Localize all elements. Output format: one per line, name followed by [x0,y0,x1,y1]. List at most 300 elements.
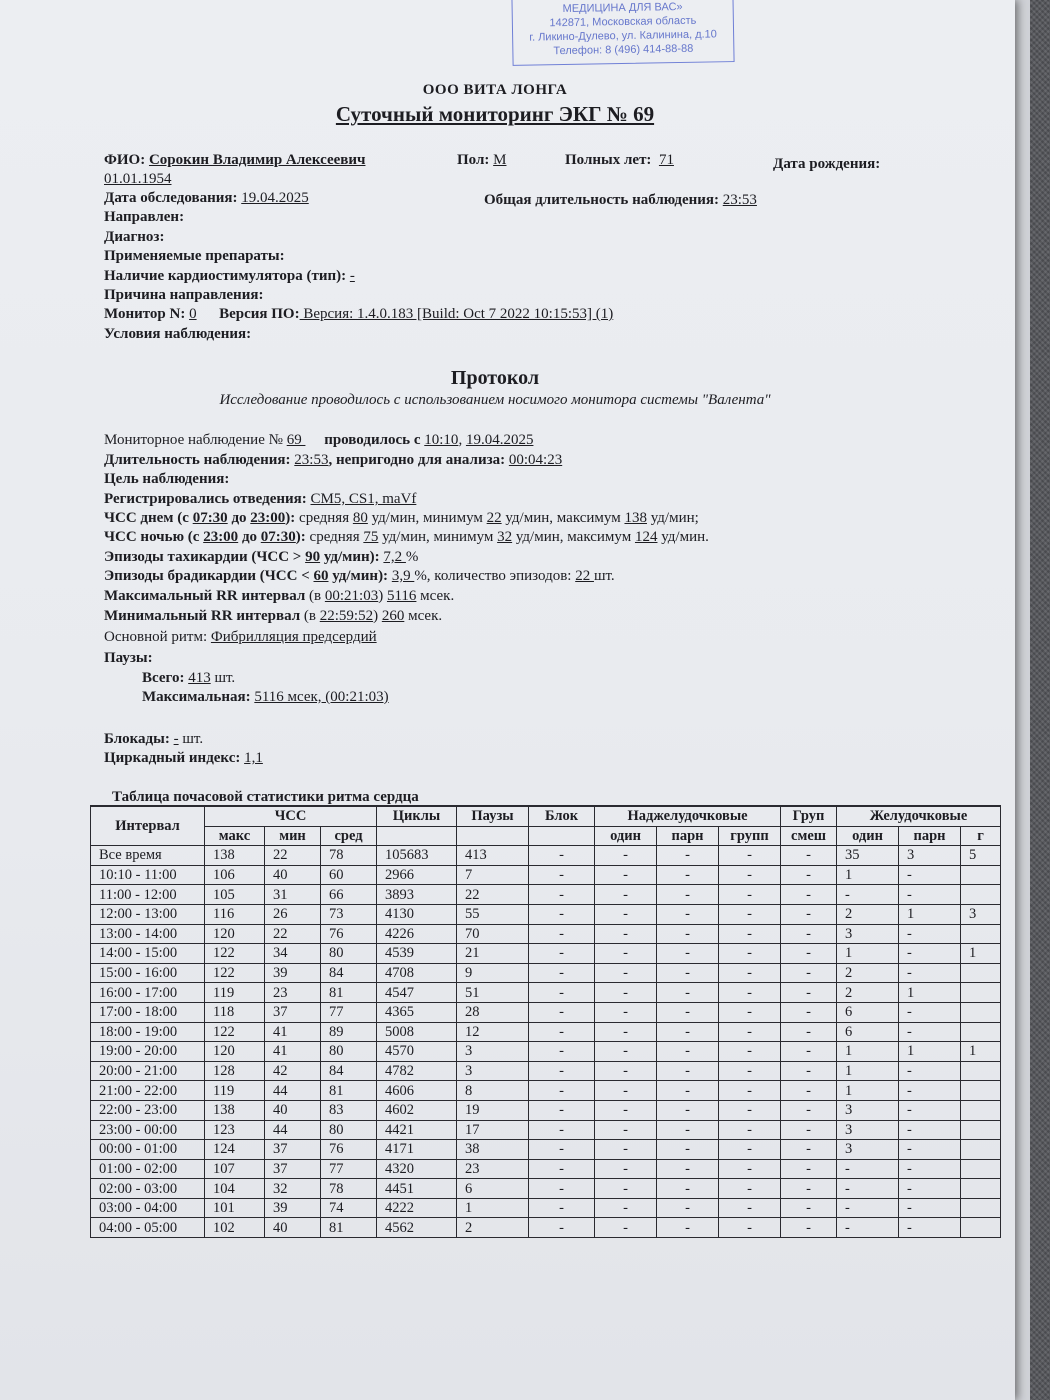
table-cell: 4602 [377,1100,457,1120]
age-label: Полных лет: [565,152,652,168]
table-cell: 3 [837,1140,899,1160]
table-cell: - [595,1042,657,1062]
table-row [91,944,1001,964]
table-cell: - [529,1081,595,1101]
hr-day-to-label: до [231,510,247,526]
table-cell: 4171 [377,1140,457,1160]
header-pauses-sub [457,826,529,846]
table-cell: 102 [205,1218,265,1238]
table-cell: - [781,1042,837,1062]
table-cell: - [529,1061,595,1081]
table-cell: - [657,983,719,1003]
table-cell: 80 [321,1120,377,1140]
hr-night-min: 32 [497,529,513,545]
table-cell: 35 [837,846,899,866]
table-cell: - [595,1061,657,1081]
table-cell: 74 [321,1198,377,1218]
table-cell [961,1198,1001,1218]
table-cell: 89 [321,1022,377,1042]
hr-day-line [104,510,699,527]
diagnosis-label: Диагноз: [104,229,165,245]
table-cell: - [595,1179,657,1199]
table-cell: 17:00 - 18:00 [91,1002,205,1022]
table-cell: 03:00 - 04:00 [91,1198,205,1218]
table-cell: - [899,865,961,885]
table-cell: 37 [265,1159,321,1179]
fio-value: Сорокин Владимир Алексеевич [148,152,366,168]
table-cell: 8 [457,1081,529,1101]
blocks-unit: шт. [178,731,204,747]
table-cell: - [595,1120,657,1140]
table-cell [961,1081,1001,1101]
table-cell: 76 [321,1140,377,1160]
table-cell: - [719,1198,781,1218]
table-cell [961,1100,1001,1120]
table-cell: - [657,1218,719,1238]
table-cell: 20:00 - 21:00 [91,1061,205,1081]
table-cell: 4782 [377,1061,457,1081]
pacemaker-line [104,268,355,285]
table-cell: 37 [265,1002,321,1022]
table-cell: 4365 [377,1002,457,1022]
hr-day-text: уд/мин, минимум [367,510,487,526]
table-cell: - [781,1081,837,1101]
table-cell: 5008 [377,1022,457,1042]
table-cell: 1 [899,904,961,924]
table-cell: 19:00 - 20:00 [91,1042,205,1062]
tachy-line [104,549,418,566]
circadian-value: 1,1 [244,750,263,766]
goal-label: Цель наблюдения: [104,471,230,487]
table-cell: - [529,1002,595,1022]
table-row [91,1198,1001,1218]
table-cell: - [595,885,657,905]
table-cell: - [595,846,657,866]
table-cell: - [529,904,595,924]
table-cell: 138 [205,846,265,866]
table-cell: 119 [205,1081,265,1101]
table-cell: - [657,885,719,905]
exam-date-line [104,190,309,207]
table-cell: 1 [837,865,899,885]
table-cell: - [595,983,657,1003]
table-cell: - [595,1159,657,1179]
table-cell: 41 [265,1022,321,1042]
table-cell: - [657,1198,719,1218]
table-cell: - [781,1218,837,1238]
table-cell: - [529,1042,595,1062]
table-cell: 22:00 - 23:00 [91,1100,205,1120]
tachy-percent: % [405,549,419,565]
hr-day-close: ): [285,510,296,526]
table-row [91,1002,1001,1022]
table-cell: - [529,1218,595,1238]
table-cell [961,885,1001,905]
observation-number: 69 [286,432,306,448]
table-cell: 4222 [377,1198,457,1218]
table-row [91,963,1001,983]
table-cell: 81 [321,1081,377,1101]
table-cell: - [657,1120,719,1140]
table-cell: - [719,1002,781,1022]
table-cell: Все время [91,846,205,866]
table-cell: 4130 [377,904,457,924]
table-cell: 6 [457,1179,529,1199]
table-cell: 15:00 - 16:00 [91,963,205,983]
table-row [91,1140,1001,1160]
table-cell: 2 [457,1218,529,1238]
brady-label: Эпизоды брадикардии (ЧСС < [104,568,310,584]
table-cell: - [657,963,719,983]
table-cell: - [529,944,595,964]
table-cell: - [529,1140,595,1160]
table-cell: - [899,1100,961,1120]
duration-label: Общая длительность наблюдения: [484,192,719,208]
table-cell: 73 [321,904,377,924]
table-cell: - [899,1218,961,1238]
header-vent-single: один [837,826,899,846]
table-cell: 2 [837,983,899,1003]
table-cell [961,1002,1001,1022]
table-cell: - [837,885,899,905]
monitor-value: 0 [189,306,197,322]
table-row [91,924,1001,944]
table-cell: 84 [321,963,377,983]
table-cell: - [529,1022,595,1042]
table-cell: 2 [837,963,899,983]
table-row [91,1081,1001,1101]
table-cell: 1 [457,1198,529,1218]
sex-value: М [493,152,507,168]
table-cell: - [781,1100,837,1120]
table-cell: - [719,1120,781,1140]
min-rr-label: Минимальный RR интервал [104,608,301,624]
table-cell: - [595,904,657,924]
table-cell [961,963,1001,983]
brady-unit: шт. [593,568,615,584]
table-cell: 123 [205,1120,265,1140]
clinic-stamp [511,0,734,66]
blocks-value: - [173,731,179,747]
table-cell: - [899,963,961,983]
table-cell: 14:00 - 15:00 [91,944,205,964]
header-mixed: смеш [781,826,837,846]
min-rr-open: (в [300,608,320,624]
table-cell: - [657,846,719,866]
tachy-label-unit: уд/мин): [323,549,380,565]
table-cell: - [781,885,837,905]
table-cell: - [781,1140,837,1160]
software-value: Версия: 1.4.0.183 [Build: Oct 7 2022 10:15:53] (1) [299,306,614,322]
table-cell: 122 [205,944,265,964]
table-cell: 13:00 - 14:00 [91,924,205,944]
tachy-label: Эпизоды тахикардии (ЧСС > [104,549,302,565]
table-cell: 138 [205,1100,265,1120]
max-rr-close: ) [378,588,387,604]
table-cell: - [595,963,657,983]
table-cell: 81 [321,1218,377,1238]
table-cell: 39 [265,963,321,983]
table-cell: 12 [457,1022,529,1042]
length-line [104,452,562,469]
hr-day-text: уд/мин, максимум [501,510,625,526]
table-cell: - [781,1198,837,1218]
table-cell: - [595,1198,657,1218]
table-cell: 21:00 - 22:00 [91,1081,205,1101]
organization-name: ООО ВИТА ЛОНГА [422,82,568,98]
table-cell: - [719,1081,781,1101]
table-cell: - [781,904,837,924]
table-cell: - [837,1218,899,1238]
table-cell: - [719,1100,781,1120]
table-cell: - [595,944,657,964]
table-cell: - [719,1061,781,1081]
table-cell: 37 [265,1140,321,1160]
table-cell: 4606 [377,1081,457,1101]
header-ventricular: Желудочковые [837,806,1001,826]
table-cell: 44 [265,1081,321,1101]
rhythm-line [104,629,377,646]
table-cell: - [657,1061,719,1081]
table-cell: 31 [265,885,321,905]
table-cell: 02:00 - 03:00 [91,1179,205,1199]
table-cell: - [899,1061,961,1081]
table-cell: 22 [265,924,321,944]
pacemaker-label: Наличие кардиостимулятора (тип): [104,268,347,284]
table-cell: - [719,1140,781,1160]
table-cell: - [595,1081,657,1101]
table-cell: - [781,865,837,885]
observation-mid: проводилось с [324,432,421,448]
table-cell: 2966 [377,865,457,885]
pauses-total-value: 413 [188,670,211,686]
table-cell: - [781,924,837,944]
table-cell: 4547 [377,983,457,1003]
table-cell [961,1179,1001,1199]
table-cell: 4421 [377,1120,457,1140]
table-cell: 21 [457,944,529,964]
table-cell [961,1218,1001,1238]
unfit-label: , непригодно для анализа: [328,452,506,468]
table-cell: 32 [265,1179,321,1199]
table-cell: 23 [265,983,321,1003]
length-value: 23:53 [294,452,329,468]
table-cell: 1 [961,944,1001,964]
table-cell: - [529,1100,595,1120]
table-cell: - [719,983,781,1003]
pauses-total-unit: шт. [210,670,236,686]
age-line [565,152,674,169]
pauses-max-line [142,689,389,706]
table-cell: - [657,1002,719,1022]
rhythm-label: Основной ритм: [104,629,208,645]
table-cell: 84 [321,1061,377,1081]
table-cell: - [719,1159,781,1179]
max-rr-value: 5116 [386,588,417,604]
table-cell: 6 [837,1002,899,1022]
table-cell: 120 [205,1042,265,1062]
stamp-line: Телефон: 8 (496) 414-88-88 [553,42,694,58]
min-rr-close: ) [373,608,382,624]
hr-night-to-label: до [241,529,258,545]
table-cell: 3 [837,1120,899,1140]
hr-night-label: ЧСС ночью (с [104,529,200,545]
table-cell: 19 [457,1100,529,1120]
stamp-line: МЕДИЦИНА ДЛЯ ВАС» [562,0,683,16]
table-cell: - [595,1100,657,1120]
table-cell: - [781,983,837,1003]
brady-text: %, количество эпизодов: [414,568,576,584]
table-cell: 16:00 - 17:00 [91,983,205,1003]
table-cell: 104 [205,1179,265,1199]
table-cell: 51 [457,983,529,1003]
hr-night-text: средняя [305,529,364,545]
table-cell: 40 [265,865,321,885]
table-cell: - [719,1218,781,1238]
table-cell: 10:10 - 11:00 [91,865,205,885]
table-cell: 70 [457,924,529,944]
table-cell: - [529,924,595,944]
table-cell: - [899,924,961,944]
table-cell: - [719,924,781,944]
table-cell: 116 [205,904,265,924]
table-row [91,1022,1001,1042]
length-label: Длительность наблюдения: [104,452,291,468]
table-cell: - [781,1061,837,1081]
table-cell: 1 [899,983,961,1003]
table-cell: - [595,865,657,885]
table-cell: - [781,963,837,983]
table-cell: 01:00 - 02:00 [91,1159,205,1179]
table-cell: - [719,1179,781,1199]
table-row [91,1061,1001,1081]
birth-label-line [773,156,880,173]
table-cell: 1 [837,1081,899,1101]
table-cell: - [719,1022,781,1042]
table-cell: 3 [457,1061,529,1081]
header-hr-max: макс [205,826,265,846]
header-cycles-sub [377,826,457,846]
table-cell: 81 [321,983,377,1003]
table-cell: - [899,1140,961,1160]
duration-value: 23:53 [722,192,757,208]
tachy-value: 7,2 [383,549,406,565]
table-cell: 3 [837,1100,899,1120]
hr-day-to: 23:00 [250,510,286,526]
conditions-label: Условия наблюдения: [104,326,252,342]
exam-date-label: Дата обследования: [104,190,238,206]
table-cell: 38 [457,1140,529,1160]
pauses-max-value: 5116 мсек, (00:21:03) [254,689,389,705]
table-cell: 40 [265,1218,321,1238]
table-cell [961,1140,1001,1160]
table-cell: - [657,1100,719,1120]
table-cell: 1 [837,944,899,964]
hr-day-avg: 80 [352,510,368,526]
pauses-label: Паузы: [104,650,153,666]
duration-line [484,192,757,209]
table-cell: - [837,1179,899,1199]
table-cell: 4451 [377,1179,457,1199]
header-hr: ЧСС [205,806,377,826]
table-cell: 60 [321,865,377,885]
table-cell: 23:00 - 00:00 [91,1120,205,1140]
table-cell: 7 [457,865,529,885]
header-supra-pair: парн [657,826,719,846]
table-cell: 26 [265,904,321,924]
exam-date-value: 19.04.2025 [241,190,309,206]
table-cell: - [899,885,961,905]
table-cell: 55 [457,904,529,924]
hr-night-text: уд/мин, минимум [378,529,498,545]
table-cell: 105 [205,885,265,905]
table-cell: - [781,1159,837,1179]
table-row [91,1120,1001,1140]
table-title: Таблица почасовой статистики ритма сердца [112,789,419,805]
drugs-label: Применяемые препараты: [104,248,285,264]
table-cell: 34 [265,944,321,964]
table-cell: - [595,924,657,944]
table-cell: 4708 [377,963,457,983]
table-cell: - [529,1179,595,1199]
birth-label: Дата рождения: [773,156,881,172]
header-supra-group: групп [719,826,781,846]
table-cell: - [657,924,719,944]
table-cell: - [595,1140,657,1160]
table-cell: - [899,1159,961,1179]
table-cell: - [719,963,781,983]
pauses-total-line [142,670,235,687]
table-cell: - [529,983,595,1003]
table-cell: - [781,1120,837,1140]
hr-night-text: уд/мин. [657,529,709,545]
table-row [91,1042,1001,1062]
table-cell: 04:00 - 05:00 [91,1218,205,1238]
table-row [91,865,1001,885]
table-cell: 76 [321,924,377,944]
header-supraventricular: Наджелудочковые [595,806,781,826]
table-cell: 39 [265,1198,321,1218]
document-title: Суточный мониторинг ЭКГ № 69 [335,102,655,126]
table-cell: - [781,944,837,964]
table-cell: 41 [265,1042,321,1062]
table-cell: - [529,963,595,983]
table-cell: 4562 [377,1218,457,1238]
table-cell: - [781,1179,837,1199]
leads-line [104,491,416,508]
table-cell: - [719,944,781,964]
min-rr-value: 260 [381,608,405,624]
tachy-threshold: 90 [305,549,321,565]
pauses-max-label: Максимальная: [142,689,251,705]
hr-night-from: 23:00 [203,529,239,545]
protocol-title: Протокол [450,367,540,389]
table-cell: 9 [457,963,529,983]
brady-line [104,568,615,585]
table-cell: 2 [837,904,899,924]
table-cell: 78 [321,846,377,866]
table-cell: 5 [961,846,1001,866]
table-cell: - [899,1198,961,1218]
table-cell: - [719,885,781,905]
table-cell [961,983,1001,1003]
observation-time: 10:10 [424,432,459,448]
table-cell: 66 [321,885,377,905]
hr-night-text: уд/мин, максимум [512,529,635,545]
table-cell: 80 [321,944,377,964]
rhythm-value: Фибрилляция предсердий [210,629,377,645]
table-cell: 6 [837,1022,899,1042]
